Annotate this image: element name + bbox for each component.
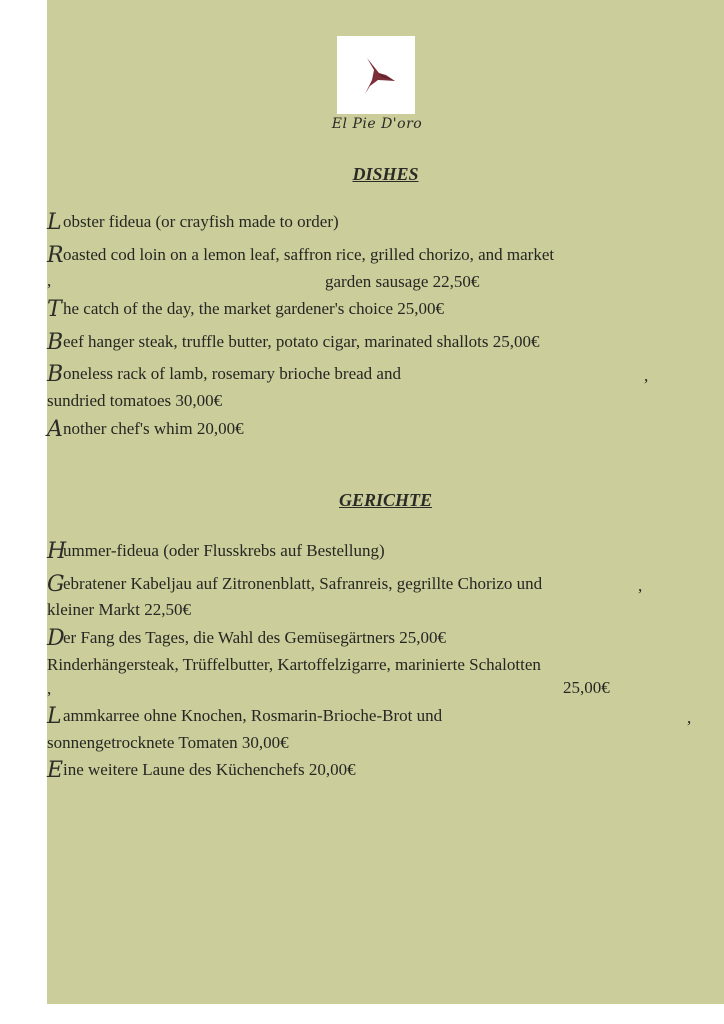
drop-cap: D bbox=[47, 626, 65, 651]
menu-item: Rinderhängersteak, Trüffelbutter, Kartoffelzigarre, marinierte Schalotten bbox=[47, 655, 541, 674]
menu-item-text: he catch of the day, the market gardener's choice 25,00€ bbox=[63, 299, 444, 318]
drop-cap: L bbox=[47, 704, 62, 729]
menu-item bbox=[47, 541, 385, 562]
menu-page bbox=[47, 0, 724, 1004]
gerichte-heading: GERICHTE bbox=[338, 490, 433, 510]
menu-item bbox=[47, 212, 339, 233]
menu-item-text: nother chef's whim 20,00€ bbox=[63, 419, 244, 438]
menu-item bbox=[47, 574, 542, 595]
menu-item-continuation: sonnengetrocknete Tomaten 30,00€ bbox=[47, 733, 289, 752]
separator-comma: , bbox=[47, 679, 52, 698]
menu-item-continuation: sundried tomatoes 30,00€ bbox=[47, 391, 223, 410]
menu-item-text: oasted cod loin on a lemon leaf, saffron rice, grilled chorizo, and market bbox=[63, 245, 555, 264]
separator-comma: , bbox=[644, 366, 649, 385]
menu-item-text: oneless rack of lamb, rosemary brioche bread and bbox=[63, 364, 401, 383]
menu-item bbox=[47, 628, 446, 649]
menu-item-text: obster fideua (or crayfish made to order) bbox=[63, 212, 339, 231]
drop-cap: L bbox=[47, 210, 62, 235]
logo bbox=[337, 36, 415, 114]
menu-item-text: ine weitere Laune des Küchenchefs 20,00€ bbox=[63, 760, 356, 779]
menu-item bbox=[47, 299, 444, 320]
menu-item-continuation: garden sausage 22,50€ bbox=[325, 272, 480, 291]
menu-item bbox=[47, 760, 356, 781]
dishes-heading: DISHES bbox=[352, 164, 419, 184]
menu-item-text: ummer-fideua (oder Flusskrebs auf Bestellung) bbox=[63, 541, 385, 560]
menu-item bbox=[47, 332, 540, 353]
drop-cap: B bbox=[47, 362, 64, 387]
menu-item bbox=[47, 706, 442, 727]
brand-name: El Pie D'oro bbox=[331, 116, 423, 132]
drop-cap: R bbox=[47, 243, 64, 268]
separator-comma: , bbox=[47, 271, 52, 290]
menu-item-text: er Fang des Tages, die Wahl des Gemüsegärtners 25,00€ bbox=[63, 628, 446, 647]
separator-comma: , bbox=[687, 708, 692, 727]
drop-cap: T bbox=[47, 297, 62, 322]
drop-cap: E bbox=[47, 758, 64, 783]
drop-cap: G bbox=[47, 572, 65, 597]
menu-item bbox=[47, 245, 554, 266]
drop-cap: H bbox=[47, 539, 67, 564]
menu-item-continuation: 25,00€ bbox=[563, 678, 610, 697]
menu-item-continuation: kleiner Markt 22,50€ bbox=[47, 600, 191, 619]
menu-item bbox=[47, 419, 244, 440]
menu-item-text: ebratener Kabeljau auf Zitronenblatt, Safranreis, gegrillte Chorizo und bbox=[63, 574, 543, 593]
menu-item bbox=[47, 364, 401, 385]
drop-cap: B bbox=[47, 330, 64, 355]
hummingbird-icon bbox=[337, 36, 415, 114]
menu-item-text: ammkarree ohne Knochen, Rosmarin-Brioche-Brot und bbox=[63, 706, 443, 725]
menu-item-text: eef hanger steak, truffle butter, potato cigar, marinated shallots 25,00€ bbox=[63, 332, 540, 351]
separator-comma: , bbox=[638, 576, 643, 595]
drop-cap: A bbox=[47, 417, 63, 442]
